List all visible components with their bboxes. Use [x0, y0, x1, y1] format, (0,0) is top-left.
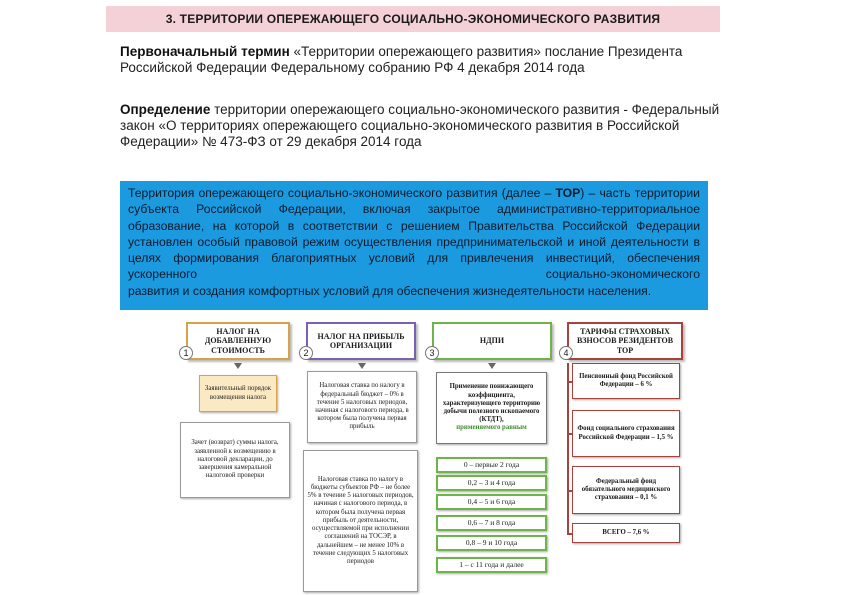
- header-profit-tax: НАЛОГ НА ПРИБЫЛЬ ОРГАНИЗАЦИИ: [306, 322, 416, 360]
- insurance-connector-tick: [567, 381, 572, 383]
- ndpi-row: 0 – первые 2 года: [436, 457, 547, 473]
- insurance-item-pension: Пенсионный фонд Российской Федерации – 6 %: [572, 363, 680, 399]
- ndpi-row: 0,6 – 7 и 8 года: [436, 515, 547, 531]
- header-insurance-rates: ТАРИФЫ СТРАХОВЫХ ВЗНОСОВ РЕЗИДЕНТОВ ТОР: [567, 322, 683, 360]
- column-number-2: 2: [299, 346, 313, 360]
- definition-box: [120, 181, 708, 310]
- definition-part2: ) – часть территории субъекта Российской Федерации, включая закрытое административно-территориальное образование, на которой в соответствии с решением Правительства Российской Федерации установлен особый правовой режим осуществления предпринимательской и иной деятельности в целях формирования благоприятных условий для привлечения инвестиций, обеспечения ускоренного социально-экономического: [128, 186, 700, 282]
- intro-definition: [120, 102, 720, 150]
- ndpi-row: 0,2 – 3 и 4 года: [436, 475, 547, 491]
- term-label: Первоначальный термин: [120, 44, 290, 59]
- column-number-1: 1: [179, 346, 193, 360]
- header-vat: НАЛОГ НА ДОБАВЛЕННУЮ СТОИМОСТЬ: [186, 322, 290, 360]
- ndpi-row: 0,4 – 5 и 6 года: [436, 494, 547, 510]
- insurance-item-total: ВСЕГО – 7,6 %: [572, 523, 680, 543]
- column-number-3: 3: [425, 346, 439, 360]
- insurance-item-social: Фонд социального страхования Российской Федерации – 1,5 %: [572, 410, 680, 457]
- column-number-4: 4: [559, 346, 573, 360]
- ndpi-coefficient: [436, 372, 547, 444]
- page-title: 3. ТЕРРИТОРИИ ОПЕРЕЖАЮЩЕГО СОЦИАЛЬНО-ЭКОНОМИЧЕСКОГО РАЗВИТИЯ: [106, 6, 720, 32]
- profit-tax-item-2: Налоговая ставка по налогу в бюджеты субъектов РФ – не более 5% в течение 5 налоговых периодов, начиная с налогового периода, в котором была получена первая прибыль от деятельности, осуществляемой при исполнении соглашений на ТОСЭР, в дальнейшем – не менее 10% в течение следующих 5 налоговых периодов: [303, 450, 418, 592]
- down-arrow-icon: [234, 363, 242, 369]
- insurance-item-medical: Федеральный фонд обязательного медицинского страхования – 0,1 %: [572, 466, 680, 514]
- insurance-connector-tick: [567, 490, 572, 492]
- down-arrow-icon: [488, 363, 496, 369]
- insurance-connector-tick: [567, 433, 572, 435]
- definition-part1: Территория опережающего социально-экономического развития (далее –: [128, 186, 556, 200]
- insurance-connector-tick: [567, 533, 572, 535]
- vat-item-2: Зачет (возврат) суммы налога, заявленной к возмещению в налоговой декларации, до завершения камеральной налоговой проверки: [180, 422, 290, 498]
- definition-text: территории опережающего социально-экономического развития - Федеральный закон «О территориях опережающего социально-экономического развития в Российской Федерации» № 473-ФЗ от 29 декабря 2014 года: [120, 102, 720, 149]
- insurance-connector-line: [567, 363, 569, 535]
- ndpi-coefficient-applied: применяемого равным: [456, 424, 527, 432]
- profit-tax-item-1: Налоговая ставка по налогу в федеральный бюджет – 0% в течение 5 налоговых периодов, начиная с налогового периода, в котором была получена первая прибыль: [307, 371, 417, 443]
- header-ndpi: НДПИ: [432, 322, 552, 360]
- down-arrow-icon: [358, 363, 366, 369]
- definition-abbr: ТОР: [555, 186, 581, 200]
- ndpi-coefficient-text: Применение понижающего коэффициента, характеризующего территорию добычи полезного ископаемого (КТДТ),: [442, 383, 541, 424]
- vat-item-1: Заявительный порядок возмещения налога: [199, 375, 277, 412]
- ndpi-row: 0,8 – 9 и 10 года: [436, 535, 547, 551]
- term-text: «Территории опережающего развития» послание Президента Российской Федерации Федеральному собранию РФ 4 декабря 2014 года: [120, 44, 683, 75]
- ndpi-row: 1 – с 11 года и далее: [436, 557, 547, 573]
- definition-part3: развития и создания комфортных условий для обеспечения жизнедеятельности населения.: [128, 283, 652, 298]
- definition-label: Определение: [120, 102, 211, 117]
- intro-term: [120, 44, 720, 76]
